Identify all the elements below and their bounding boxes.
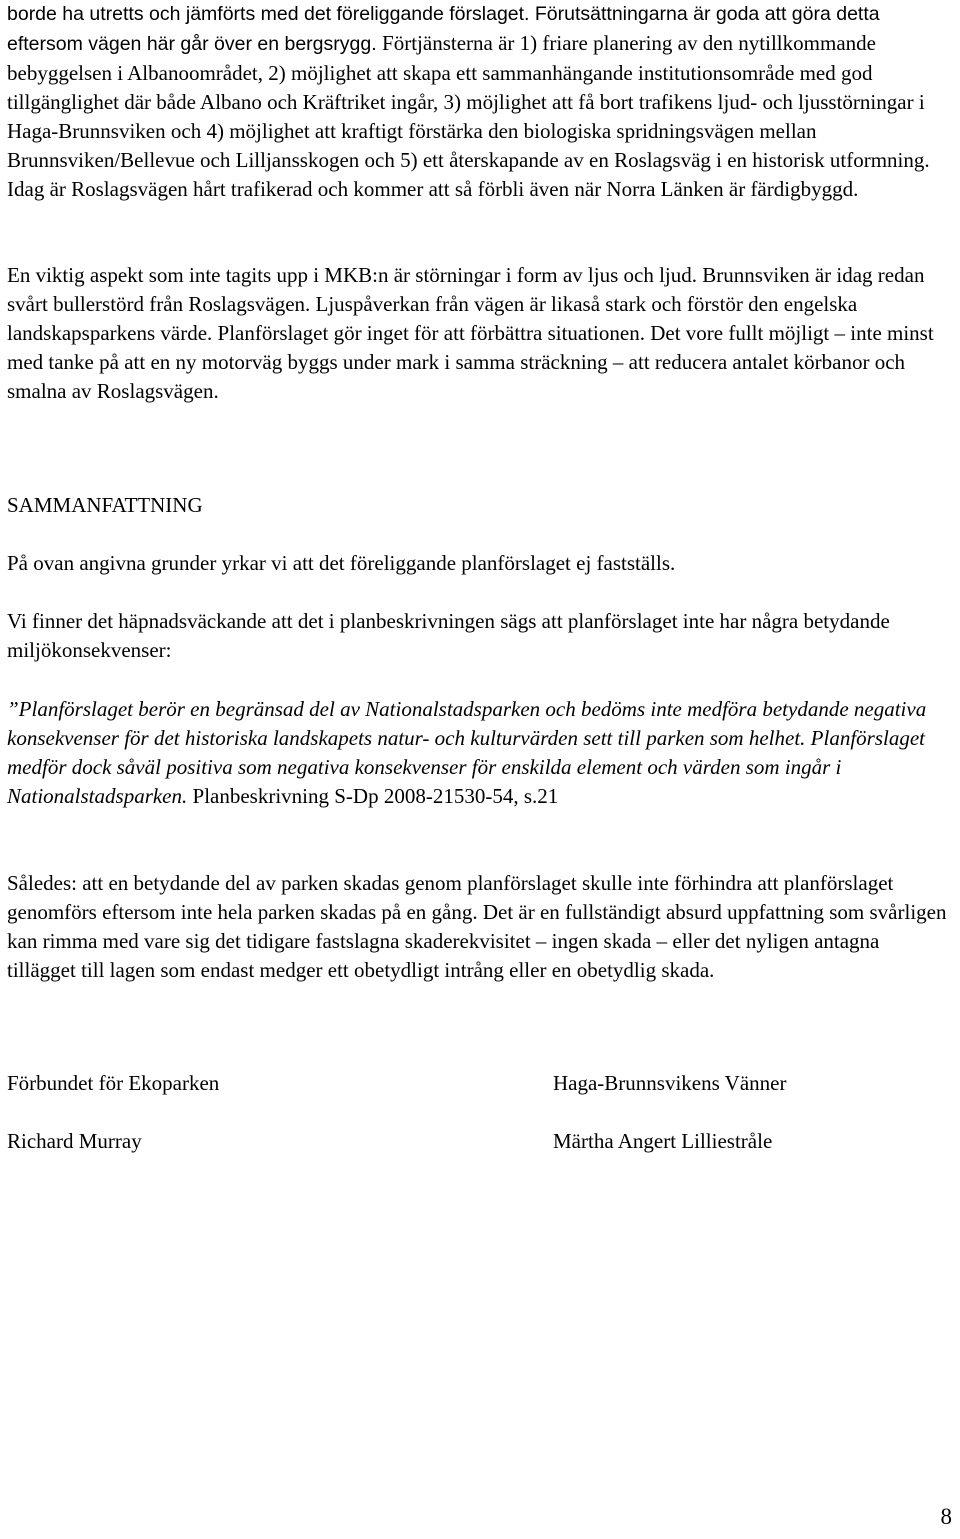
paragraph-conclusion: Således: att en betydande del av parken skadas genom planförslaget skulle inte förhindra att planförslaget genomförs eftersom inte hela parken skadas på en gång. Det är en fullständigt absurd uppfattning som svårligen kan rimma med vare sig det tidigare fastslagna skaderekvisitet – ingen skada – eller det nyligen antagna tillägget till lagen som endast medger ett obetydligt intrång eller en obetydlig skada. — [7, 871, 947, 982]
quote-block — [7, 695, 952, 811]
quote-source: Planbeskrivning S-Dp 2008-21530-54, s.21 — [187, 784, 559, 808]
paragraph-advantages-body: Förtjänsterna är 1) friare planering av den nytillkommande bebyggelsen i Albanoområdet, 2) möjlighet att skapa ett sammanhängande institutionsområde med god tillgänglighet där både Albano och Kräftriket ingår, 3) möjlighet att få bort trafikens ljud- och ljusstörningar i Haga-Brunnsviken och 4) möjlighet att kraftigt förstärka den biologiska spridningsvägen mellan Brunnsviken/Bellevue och Lilljansskogen och 5) ett återskapande av en Roslagsväg i en historisk utformning. Idag är Roslagsvägen hårt trafikerad och kommer att så förbli även när Norra Länken är färdigbyggd. — [7, 31, 930, 201]
page-number: 8 — [940, 1504, 952, 1529]
quote-text: ”Planförslaget berör en begränsad del av Nationalstadsparken och bedöms inte medföra betydande negativa konsekvenser för det historiska landskapets natur- och kulturvärden sett till parken som helhet. Planförslaget medför dock såväl positiva som negativa konsekvenser för enskilda element och värden som ingår i Nationalstadsparken. — [7, 697, 927, 808]
paragraph-astonishment: Vi finner det häpnadsväckande att det i planbeskrivningen sägs att planförslaget inte har några betydande miljökonsekvenser: — [7, 609, 890, 662]
paragraph-disturbances: En viktig aspekt som inte tagits upp i MKB:n är störningar i form av ljus och ljud. Brunnsviken är idag redan svårt bullerstörd från Roslagsvägen. Ljuspåverkan från vägen är likaså stark och förstör den engelska landskapsparkens värde. Planförslaget gör inget för att förbättra situationen. Det vore fullt möjligt – inte minst med tanke på att en ny motorväg byggs under mark i samma sträckning – att reducera antalet körbanor och smalna av Roslagsvägen. — [7, 263, 934, 403]
signature-name: Märtha Angert Lilliestråle — [553, 1129, 773, 1153]
signature-organization: Förbundet för Ekoparken — [7, 1071, 220, 1095]
signature-organization: Haga-Brunnsvikens Vänner — [553, 1071, 787, 1095]
section-heading: SAMMANFATTNING — [7, 493, 203, 517]
signature-block-left — [7, 1069, 219, 1156]
signature-name: Richard Murray — [7, 1129, 142, 1153]
paragraph-advantages — [7, 0, 952, 204]
paragraph-advantages-lead: borde ha utretts och jämförts med det föreliggande förslaget. Förutsättningarna är goda att göra detta eftersom vägen här går över en bergsrygg. — [7, 3, 880, 55]
paragraph-demand: På ovan angivna grunder yrkar vi att det föreliggande planförslaget ej fastställs. — [7, 551, 676, 575]
signature-block-right — [553, 1069, 786, 1156]
